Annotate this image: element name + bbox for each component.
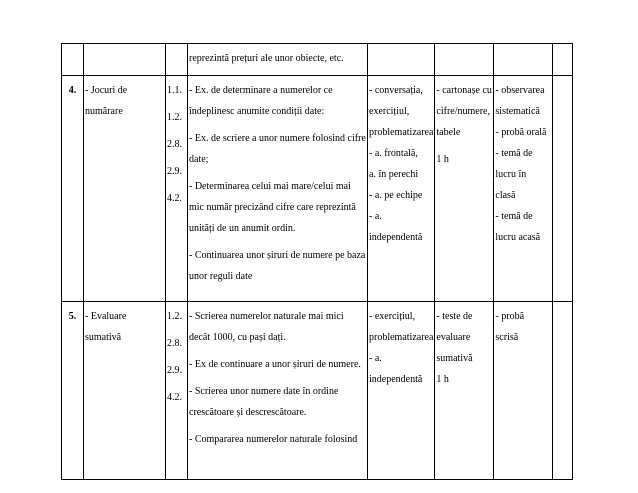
strategy-item: exercițiul,: [369, 106, 410, 117]
cell-empty: [435, 44, 494, 76]
evaluation-item: lucru în: [495, 169, 527, 180]
content-cell: [188, 302, 368, 480]
evaluation-item: - probă orală: [495, 127, 547, 138]
table-row: [62, 76, 573, 302]
strategy-item: - exercițiul,: [369, 311, 416, 322]
content-item: - Ex de continuare a unor șiruri de numere.: [189, 359, 361, 370]
resource-item: - cartonașe cu: [436, 85, 492, 96]
activity-cell: [84, 302, 166, 480]
competencies-cell: [166, 76, 188, 302]
competency-item: 4.2.: [167, 392, 182, 403]
evaluation-item: - observarea: [495, 85, 545, 96]
competency-item: 1.1.: [167, 85, 182, 96]
cell-empty: [166, 44, 188, 76]
resource-item: sumativă: [436, 353, 473, 364]
competency-item: 1.2.: [167, 311, 182, 322]
competency-item: 2.9.: [167, 166, 182, 177]
row-number: 5.: [62, 302, 84, 480]
evaluation-item: - temă de: [495, 211, 533, 222]
strategy-item: - a. independentă: [369, 353, 423, 385]
strategy-item: - a. pe echipe: [369, 190, 423, 201]
resource-item: - teste de: [436, 311, 473, 322]
cell-empty: [553, 44, 573, 76]
resources-cell: [435, 76, 494, 302]
strategy-item: problematizarea: [369, 332, 434, 343]
cell-empty: [553, 76, 573, 302]
activity-text: - Evaluare sumativă: [85, 311, 127, 343]
competencies-cell: [166, 302, 188, 480]
strategy-item: problematizarea: [369, 127, 434, 138]
cell-empty: [553, 302, 573, 480]
strategy-item: - a. independentă: [369, 211, 423, 243]
content-item: - Scrierea numerelor naturale mai mici decât 1000, cu pași dați.: [189, 311, 344, 343]
lesson-plan-table: [61, 43, 573, 480]
resource-item: tabele: [436, 127, 461, 138]
competency-item: 1.2.: [167, 112, 182, 123]
strategy-item: - conversația,: [369, 85, 423, 96]
content-item: - Ex. de scriere a unor numere folosind cifre date;: [189, 133, 366, 165]
content-item: - Compararea numerelor naturale folosind: [189, 434, 358, 445]
content-cell: [188, 76, 368, 302]
content-item: - Determinarea celui mai mare/celui mai mic număr precizând cifre care reprezintă unități de un anumit ordin.: [189, 181, 356, 234]
resource-item: 1 h: [436, 154, 449, 165]
evaluation-item: - temă de: [495, 148, 533, 159]
evaluation-cell: [494, 76, 553, 302]
cell-empty: [62, 44, 84, 76]
cell-empty: [494, 44, 553, 76]
content-cell: [188, 44, 368, 76]
content-item: - Ex. de determinare a numerelor ce îndeplinesc anumite condiții date:: [189, 85, 333, 117]
evaluation-item: lucru acasă: [495, 232, 541, 243]
row-number: 4.: [62, 76, 84, 302]
content-item: - Scrierea unor numere date în ordine crescătoare și descrescătoare.: [189, 386, 339, 418]
competency-item: 4.2.: [167, 193, 182, 204]
content-text: reprezintă prețuri ale unor obiecte, etc.: [189, 53, 344, 64]
evaluation-cell: [494, 302, 553, 480]
strategies-cell: [368, 302, 435, 480]
evaluation-item: - probă: [495, 311, 525, 322]
competency-item: 2.8.: [167, 338, 182, 349]
activity-cell: [84, 76, 166, 302]
resources-cell: [435, 302, 494, 480]
resource-item: evaluare: [436, 332, 471, 343]
strategies-cell: [368, 76, 435, 302]
evaluation-item: clasă: [495, 190, 516, 201]
cell-empty: [368, 44, 435, 76]
evaluation-item: scrisă: [495, 332, 519, 343]
evaluation-item: sistematică: [495, 106, 540, 117]
cell-empty: [84, 44, 166, 76]
table-row: [62, 44, 573, 76]
resource-item: cifre/numere,: [436, 106, 490, 117]
competency-item: 2.8.: [167, 139, 182, 150]
strategy-item: a. în perechi: [369, 169, 419, 180]
resource-item: 1 h: [436, 374, 449, 385]
activity-text: - Jocuri de numărare: [85, 85, 128, 117]
table-row: [62, 302, 573, 480]
content-item: - Continuarea unor șiruri de numere pe baza unor reguli date: [189, 250, 366, 282]
strategy-item: - a. frontală,: [369, 148, 418, 159]
competency-item: 2.9.: [167, 365, 182, 376]
